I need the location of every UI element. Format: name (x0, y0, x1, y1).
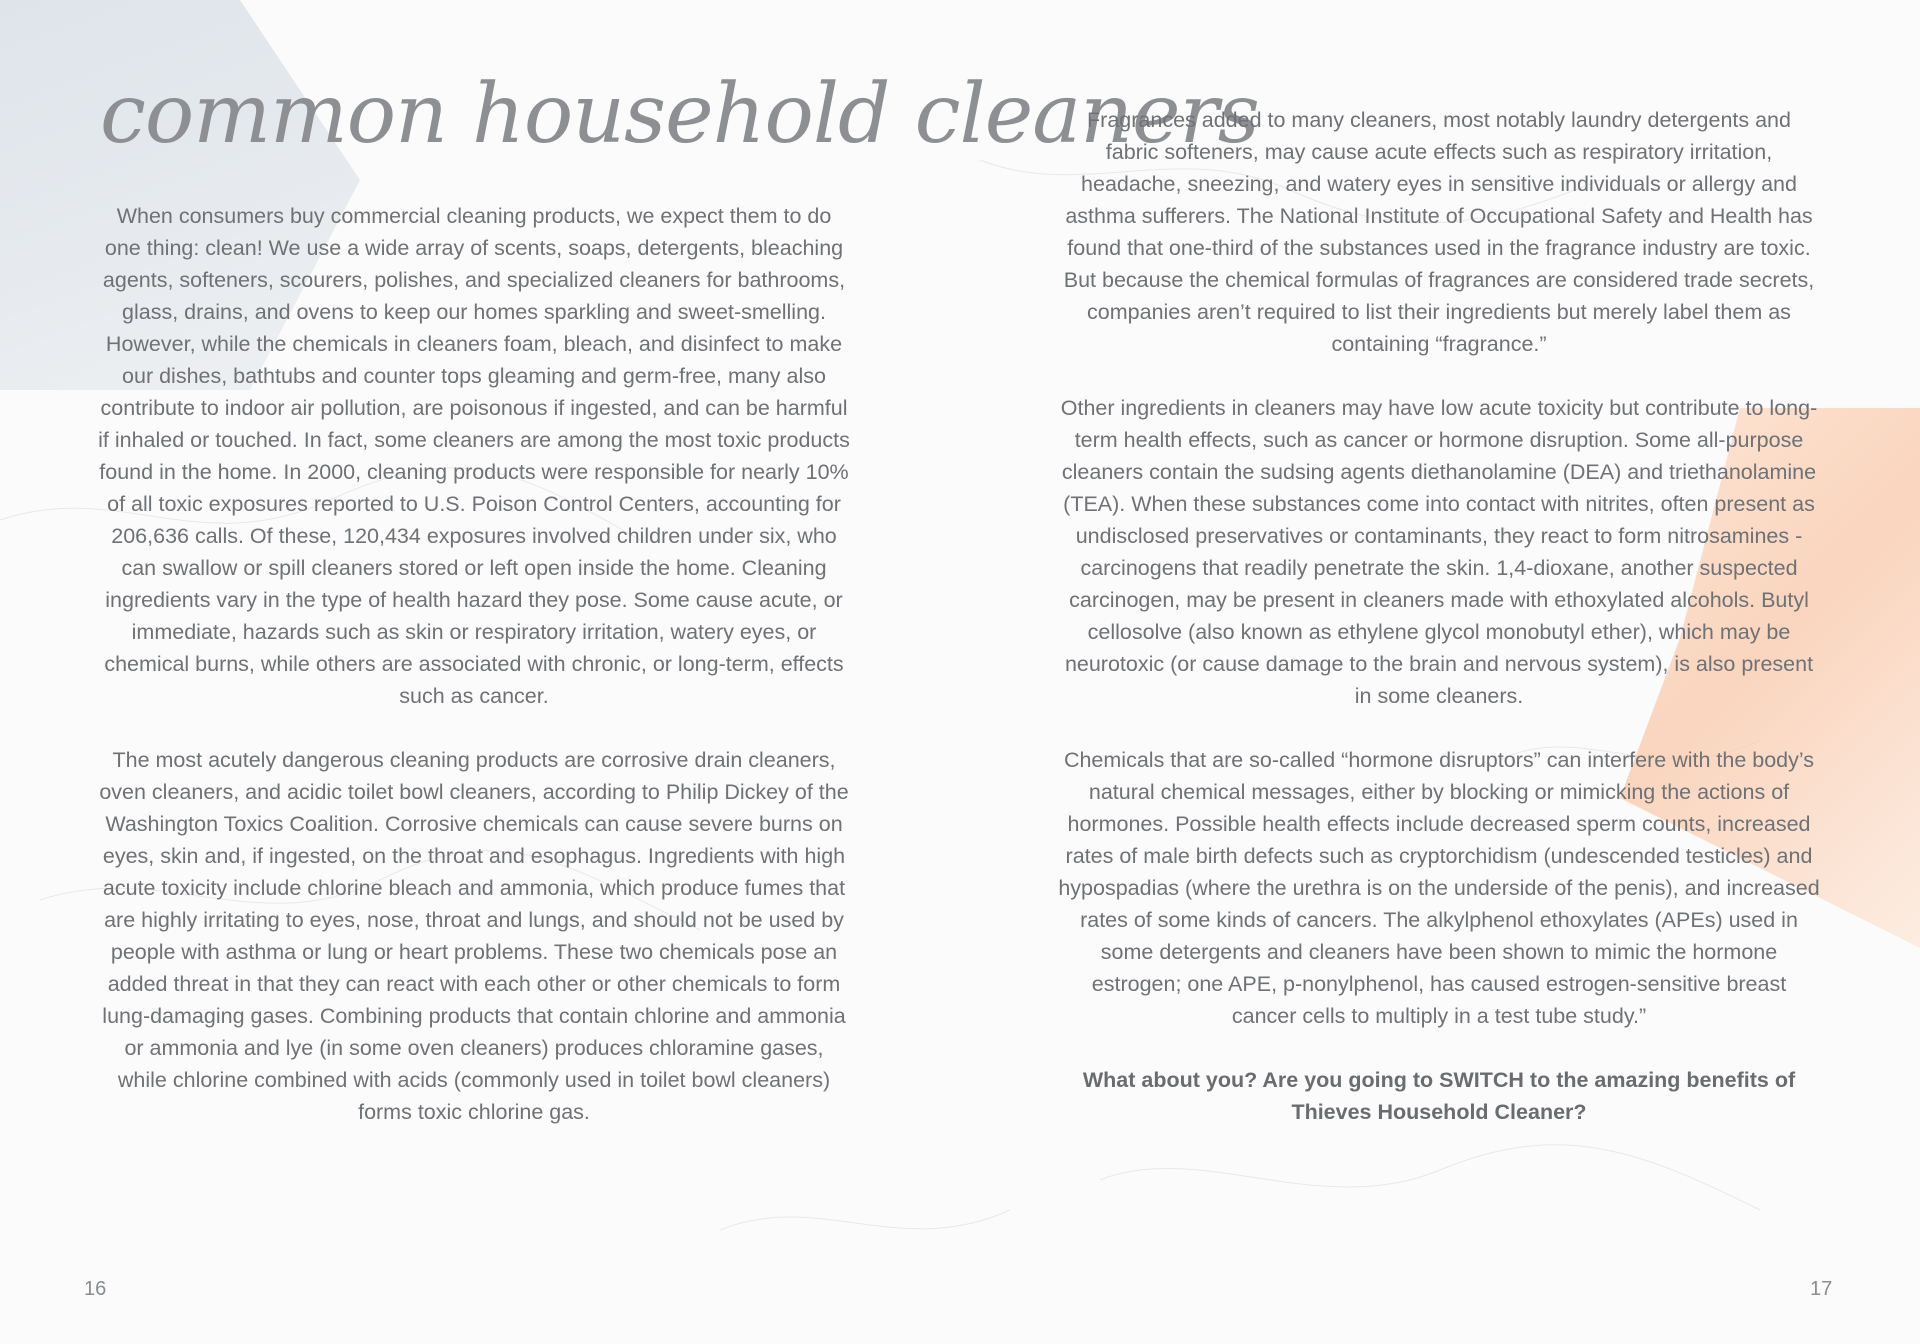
closing-question: What about you? Are you going to SWITCH to the amazing benefits of Thieves Household Cleaner? (1082, 1068, 1796, 1124)
page-title: common household cleaners (100, 67, 1259, 162)
right-text-column (1058, 104, 1820, 1128)
page-number-right: 17 (1810, 1278, 1833, 1300)
left-paragraph-1: When consumers buy commercial cleaning products, we expect them to do one thing: clean! We use a wide array of scents, soaps, detergents, bleaching agents, softeners, scourers, polishes, and specialized cleaners for bathrooms, glass, drains, and ovens to keep our homes sparkling and sweet-smelling. However, while the chemicals in cleaners foam, bleach, and disinfect to make our dishes, bathtubs and counter tops gleaming and germ-free, many also contribute to indoor air pollution, are poisonous if ingested, and can be harmful if inhaled or touched. In fact, some cleaners are among the most toxic products found in the home. In 2000, cleaning products were responsible for nearly 10% of all toxic exposures reported to U.S. Poison Control Centers, accounting for 206,636 calls. Of these, 120,434 exposures involved children under six, who can swallow or spill cleaners stored or left open inside the home. Cleaning ingredients vary in the type of health hazard they pose. Some cause acute, or immediate, hazards such as skin or respiratory irritation, watery eyes, or chemical burns, while others are associated with chronic, or long-term, effects such as cancer. (98, 204, 850, 708)
left-text-column (98, 200, 850, 1128)
page-number-left: 16 (84, 1278, 107, 1300)
right-paragraph-2: Other ingredients in cleaners may have low acute toxicity but contribute to long-term health effects, such as cancer or hormone disruption. Some all-purpose cleaners contain the sudsing agents diethanolamine (DEA) and triethanolamine (TEA). When these substances come into contact with nitrites, often present as undisclosed preservatives or contaminants, they react to form nitrosamines - carcinogens that readily penetrate the skin. 1,4-dioxane, another suspected carcinogen, may be present in cleaners made with ethoxylated alcohols. Butyl cellosolve (also known as ethylene glycol monobutyl ether), which may be neurotoxic (or cause damage to the brain and nervous system), is also present in some cleaners. (1060, 396, 1818, 708)
left-paragraph-2: The most acutely dangerous cleaning products are corrosive drain cleaners, oven cleaners, and acidic toilet bowl cleaners, according to Philip Dickey of the Washington Toxics Coalition. Corrosive chemicals can cause severe burns on eyes, skin and, if ingested, on the throat and esophagus. Ingredients with high acute toxicity include chlorine bleach and ammonia, which produce fumes that are highly irritating to eyes, nose, throat and lungs, and should not be used by people with asthma or lung or heart problems. These two chemicals pose an added threat in that they can react with each other or other chemicals to form lung-damaging gases. Combining products that contain chlorine and ammonia or ammonia and lye (in some oven cleaners) produces chloramine gases, while chlorine combined with acids (commonly used in toilet bowl cleaners) forms toxic chlorine gas. (99, 748, 849, 1124)
right-paragraph-3: Chemicals that are so-called “hormone disruptors” can interfere with the body’s natural chemical messages, either by blocking or mimicking the actions of hormones. Possible health effects include decreased sperm counts, increased rates of male birth defects such as cryptorchidism (undescended testicles) and hypospadias (where the urethra is on the underside of the penis), and increased rates of some kinds of cancers. The alkylphenol ethoxylates (APEs) used in some detergents and cleaners have been shown to mimic the hormone estrogen; one APE, p-nonylphenol, has caused estrogen-sensitive breast cancer cells to multiply in a test tube study.” (1058, 748, 1820, 1028)
right-paragraph-1: Fragrances added to many cleaners, most notably laundry detergents and fabric softeners, may cause acute effects such as respiratory irritation, headache, sneezing, and watery eyes in sensitive individuals or allergy and asthma sufferers. The National Institute of Occupational Safety and Health has found that one-third of the substances used in the fragrance industry are toxic. But because the chemical formulas of fragrances are considered trade secrets, companies aren’t required to list their ingredients but merely label them as containing “fragrance.” (1063, 108, 1815, 356)
